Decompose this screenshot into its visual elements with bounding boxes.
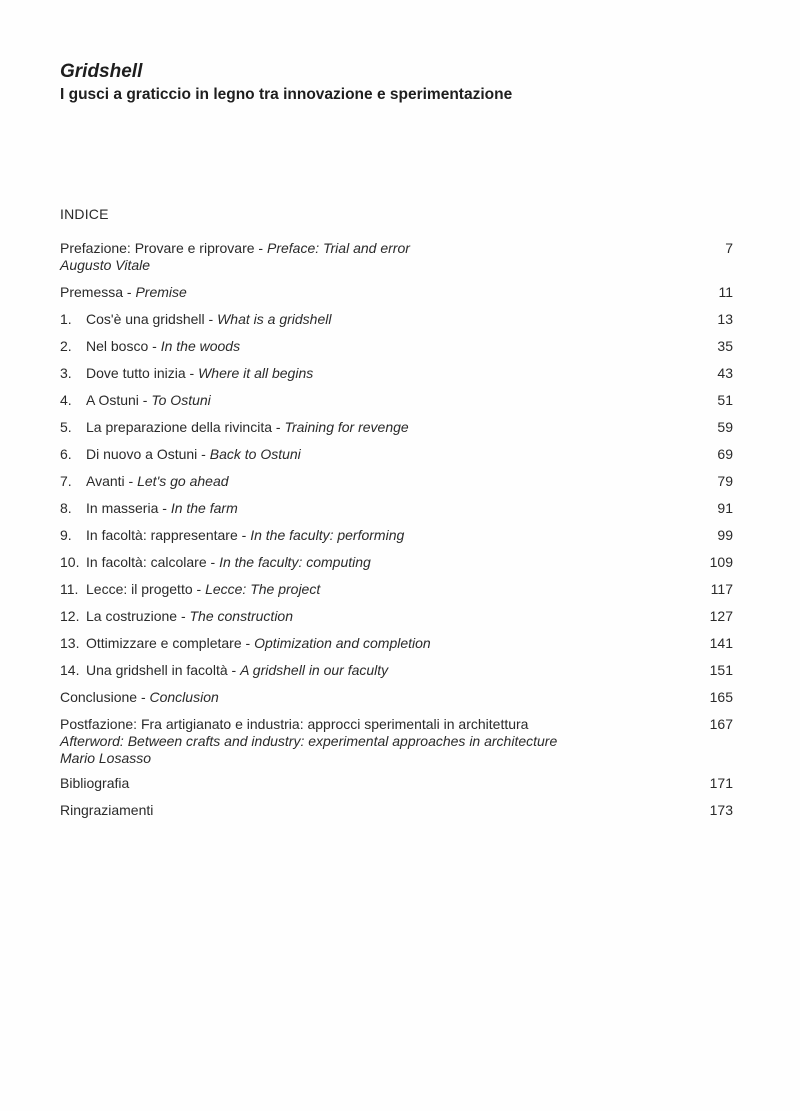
toc-entry xyxy=(60,775,735,792)
toc-entry-author: Mario Losasso xyxy=(60,750,152,766)
italian-title: Ringraziamenti xyxy=(60,802,154,818)
toc-entry xyxy=(60,446,735,463)
chapter-number: 11. xyxy=(60,581,79,597)
toc-entry-title xyxy=(60,635,660,652)
chapter-number: 6. xyxy=(60,446,72,462)
page-number: 165 xyxy=(709,689,733,705)
english-title: What is a gridshell xyxy=(217,311,332,327)
toc-entry-subline: Augusto Vitale xyxy=(60,257,151,273)
chapter-number: 10. xyxy=(60,554,80,570)
toc-entry-subline: Afterword: Between crafts and industry: experimental approaches in architecture xyxy=(60,733,558,749)
page-number: 79 xyxy=(717,473,733,489)
toc-entry-title xyxy=(60,365,660,382)
toc-entry xyxy=(60,311,735,328)
toc-entry-title xyxy=(60,284,660,301)
italian-title: In masseria - xyxy=(86,500,171,516)
page-number: 59 xyxy=(717,419,733,435)
toc-entry-title xyxy=(60,802,660,819)
toc-entry-title xyxy=(60,775,660,792)
chapter-number: 7. xyxy=(60,473,72,489)
english-title: Where it all begins xyxy=(198,365,314,381)
italian-title: Nel bosco - xyxy=(86,338,161,354)
italian-title: Postfazione: Fra artigianato e industria: approcci sperimentali in architettura xyxy=(60,716,529,732)
italian-title: Ottimizzare e completare - xyxy=(86,635,255,651)
book-subtitle: I gusci a graticcio in legno tra innovazione e sperimentazione xyxy=(60,86,513,103)
italian-title: Avanti - xyxy=(86,473,138,489)
page-number: 127 xyxy=(709,608,733,624)
english-title: Conclusion xyxy=(149,689,219,705)
chapter-number: 9. xyxy=(60,527,72,543)
chapter-number: 5. xyxy=(60,419,72,435)
english-title: In the woods xyxy=(160,338,241,354)
english-title: Lecce: The project xyxy=(205,581,321,597)
english-title: The construction xyxy=(189,608,293,624)
chapter-number: 12. xyxy=(60,608,80,624)
toc-entry xyxy=(60,473,735,490)
toc-entry-title xyxy=(60,392,660,409)
english-title: Preface: Trial and error xyxy=(266,240,410,256)
page-number: 173 xyxy=(709,802,733,818)
italian-title: Bibliografia xyxy=(60,775,130,791)
page-number: 171 xyxy=(709,775,733,791)
english-title: In the faculty: performing xyxy=(250,527,405,543)
page-number: 51 xyxy=(717,392,733,408)
toc-entry xyxy=(60,338,735,355)
italian-title: Di nuovo a Ostuni - xyxy=(86,446,210,462)
toc-entry-title xyxy=(60,689,660,706)
page-number: 91 xyxy=(717,500,733,516)
page-number: 167 xyxy=(709,716,733,732)
toc-entry xyxy=(60,716,735,767)
toc-entry xyxy=(60,554,735,571)
chapter-number: 2. xyxy=(60,338,72,354)
italian-title: In facoltà: rappresentare - xyxy=(86,527,251,543)
toc-entry xyxy=(60,392,735,409)
page-number: 151 xyxy=(709,662,733,678)
italian-title: In facoltà: calcolare - xyxy=(86,554,220,570)
toc-entry xyxy=(60,284,735,301)
chapter-number: 14. xyxy=(60,662,80,678)
italian-title: A Ostuni - xyxy=(86,392,152,408)
page-number: 35 xyxy=(717,338,733,354)
page-number: 117 xyxy=(710,581,733,597)
italian-title: Prefazione: Provare e riprovare - xyxy=(60,240,267,256)
toc-entry xyxy=(60,802,735,819)
english-title: In the faculty: computing xyxy=(219,554,371,570)
italian-title: Una gridshell in facoltà - xyxy=(86,662,241,678)
page-number: 99 xyxy=(717,527,733,543)
english-title: To Ostuni xyxy=(151,392,211,408)
chapter-number: 3. xyxy=(60,365,72,381)
toc-entry-title xyxy=(60,716,660,733)
toc-entry-title xyxy=(60,662,660,679)
chapter-number: 8. xyxy=(60,500,72,516)
toc-entry xyxy=(60,662,735,679)
toc-entry-title xyxy=(60,240,660,257)
toc-entry-title xyxy=(60,473,660,490)
page-number: 43 xyxy=(717,365,733,381)
italian-title: La preparazione della rivincita - xyxy=(86,419,285,435)
toc-entry-title xyxy=(60,500,660,517)
italian-title: La costruzione - xyxy=(86,608,190,624)
italian-title: Premessa - xyxy=(60,284,136,300)
chapter-number: 1. xyxy=(60,311,72,327)
english-title: Premise xyxy=(135,284,187,300)
chapter-number: 4. xyxy=(60,392,72,408)
italian-title: Cos'è una gridshell - xyxy=(86,311,218,327)
italian-title: Conclusione - xyxy=(60,689,150,705)
page-number: 141 xyxy=(709,635,733,651)
toc-entry xyxy=(60,419,735,436)
toc-entry xyxy=(60,500,735,517)
toc-entry xyxy=(60,365,735,382)
toc-entry xyxy=(60,581,735,598)
toc-entry xyxy=(60,527,735,544)
toc-entry-title xyxy=(60,419,660,436)
english-title: Training for revenge xyxy=(284,419,409,435)
english-title: Let's go ahead xyxy=(137,473,229,489)
book-title: Gridshell xyxy=(60,61,143,82)
page-number: 69 xyxy=(717,446,733,462)
chapter-number: 13. xyxy=(60,635,80,651)
toc-heading: INDICE xyxy=(60,206,109,222)
toc-entry-title xyxy=(60,311,660,328)
toc-entry-title xyxy=(60,608,660,625)
toc-entry-title xyxy=(60,554,660,571)
english-title: A gridshell in our faculty xyxy=(240,662,389,678)
toc-entry-title xyxy=(60,446,660,463)
toc-entry xyxy=(60,689,735,706)
page-number: 11 xyxy=(718,284,733,300)
toc-entry-title xyxy=(60,338,660,355)
english-title: Optimization and completion xyxy=(254,635,431,651)
page-number: 13 xyxy=(717,311,733,327)
toc-entry xyxy=(60,240,735,274)
toc-entry xyxy=(60,608,735,625)
english-title: In the farm xyxy=(170,500,238,516)
page-number: 109 xyxy=(709,554,733,570)
page-number: 7 xyxy=(725,240,733,256)
toc-entry-title xyxy=(60,581,660,598)
toc-entry-title xyxy=(60,527,660,544)
italian-title: Dove tutto inizia - xyxy=(86,365,199,381)
toc-entry xyxy=(60,635,735,652)
english-title: Back to Ostuni xyxy=(209,446,301,462)
italian-title: Lecce: il progetto - xyxy=(86,581,206,597)
